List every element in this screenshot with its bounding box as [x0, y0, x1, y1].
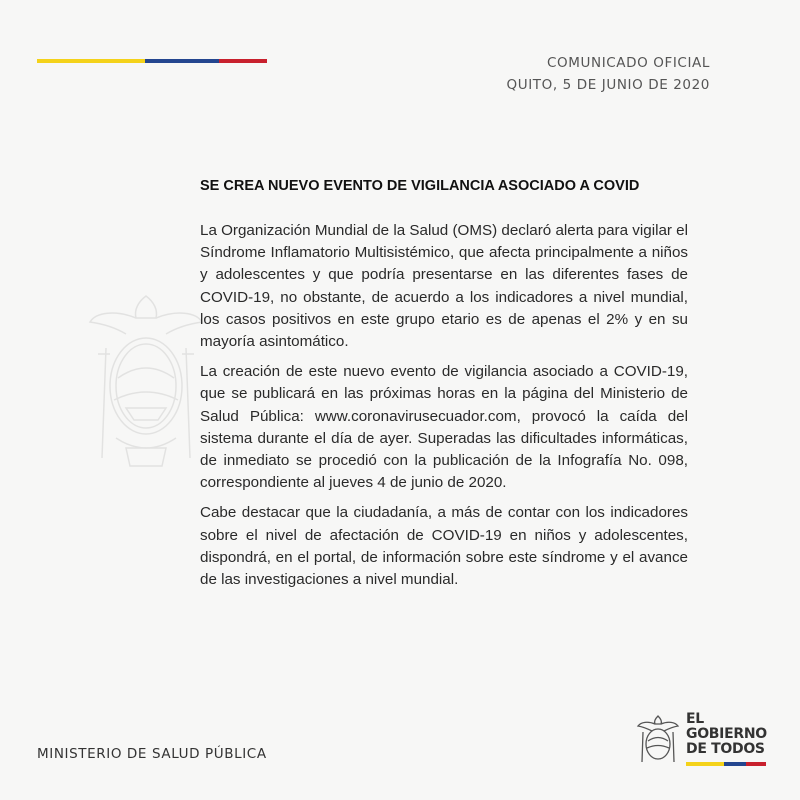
logo-flag-yellow [686, 762, 724, 766]
flag-stripe-red [219, 59, 267, 63]
paragraph-2: La creación de este nuevo evento de vigilancia asociado a COVID-19, que se publicará en las próximas horas en la página del Ministerio de Salud Pública: www.coronavirusecuador.com, provocó la caída del sistema durante el día de ayer. Superadas las dificultades informáticas, de inmediato se procedió con la publicación de la Infografía No. 098, correspondiente al jueves 4 de junio de 2020. [200, 363, 688, 492]
logo-text [686, 712, 767, 757]
flag-stripe-yellow [37, 59, 145, 63]
logo-flag-red [746, 762, 766, 766]
header-info [507, 52, 710, 96]
ministry-name: MINISTERIO DE SALUD PÚBLICA [37, 746, 267, 762]
government-logo [636, 712, 766, 774]
header-label: COMUNICADO OFICIAL [547, 55, 710, 71]
document-title: SE CREA NUEVO EVENTO DE VIGILANCIA ASOCIADO A COVID [200, 178, 640, 194]
logo-flag-stripe [686, 762, 766, 766]
paragraph-3: Cabe destacar que la ciudadanía, a más de contar con los indicadores sobre el nivel de afectación de COVID-19 en niños y adolescentes, dispondrá, en el portal, de información sobre este síndrome y el avance de las investigaciones a nivel mundial. [200, 504, 688, 589]
document-body [200, 220, 688, 599]
coat-of-arms-watermark-icon [86, 288, 206, 478]
header-date: QUITO, 5 DE JUNIO DE 2020 [506, 77, 710, 93]
coat-of-arms-icon [636, 714, 680, 766]
logo-line-2: GOBIERNO [686, 726, 767, 742]
flag-stripe-blue [145, 59, 219, 63]
logo-flag-blue [724, 762, 746, 766]
logo-line-3: DE TODOS [686, 741, 765, 757]
logo-line-1: EL [686, 711, 704, 727]
paragraph-1: La Organización Mundial de la Salud (OMS) declaró alerta para vigilar el Síndrome Inflamatorio Multisistémico, que afecta principalmente a niños y adolescentes y que podría presentarse en las diferentes fases de COVID-19, no obstante, de acuerdo a los indicadores a nivel mundial, los casos positivos en este grupo etario es de apenas el 2% y en su mayoría asintomático. [200, 222, 688, 351]
flag-stripe [37, 59, 267, 63]
